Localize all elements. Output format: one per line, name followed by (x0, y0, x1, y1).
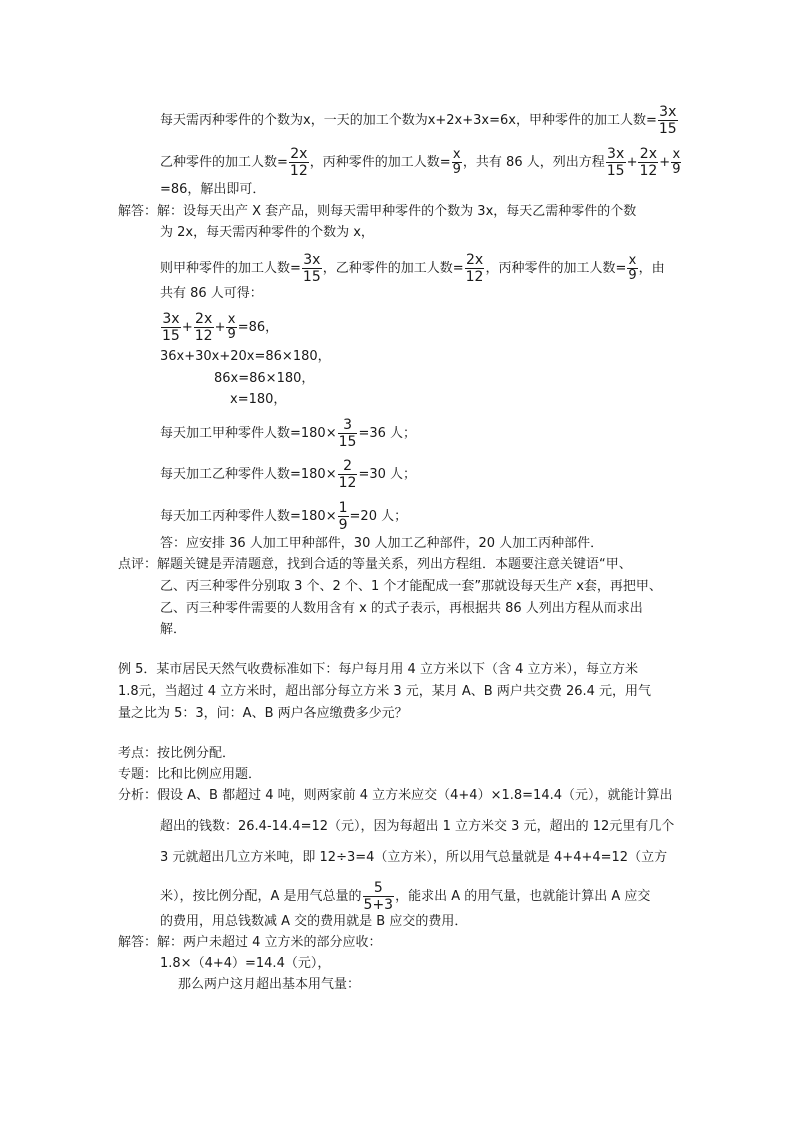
numerator: 3x (303, 252, 321, 268)
numerator: x (452, 147, 461, 162)
denominator: 15 (606, 163, 625, 179)
plus-sign: + (659, 155, 671, 170)
denominator: 9 (628, 268, 637, 283)
analysis5-line-2: 超出的钱数：26.4-14.4=12（元），因为每超出 1 立方米交 3 元，超出的 12元里有几个 (160, 819, 675, 834)
result-line-2 (160, 458, 416, 491)
comment-line-1: 点评：解题关键是弄清题意，找到合适的等量关系，列出方程组．本题要注意关键语“甲、 (118, 557, 632, 572)
analysis-line-3: =86，解出即可． (160, 182, 266, 197)
answer-line-3 (160, 252, 665, 285)
equation-line (160, 311, 278, 344)
denominator: 9 (227, 327, 236, 342)
kaodian-line: 考点：按比例分配． (118, 746, 236, 761)
analysis5-line-4 (160, 880, 650, 913)
denominator: 15 (162, 328, 180, 344)
fraction (452, 148, 462, 177)
text: 每天加工丙种零件人数=180× (160, 509, 337, 524)
final-answer: 答：应安排 36 人加工甲种部件，30 人加工乙种部件，20 人加工丙种部件． (160, 536, 604, 551)
analysis5-line-1: 分析：假设 A、B 都超过 4 吨，则两家前 4 立方米应交（4+4）×1.8=14.4（元），就能计算出 (118, 788, 673, 803)
answer-line-4: 共有 86 人可得： (160, 286, 263, 301)
text: 则甲种零件的加工人数= (160, 261, 301, 276)
text: 每天加工甲种零件人数=180× (160, 426, 337, 441)
plus-sign: + (181, 320, 193, 335)
step-3: x=180， (230, 392, 287, 407)
example5-line-1: 例 5．某市居民天然气收费标准如下：每户每月用 4 立方米以下（含 4 立方米），每立方米 (118, 662, 638, 677)
denominator: 9 (672, 162, 681, 177)
numerator: 3x (607, 146, 625, 162)
analysis-line-1 (160, 104, 679, 137)
text: 乙种零件的加工人数= (160, 155, 288, 170)
denominator: 15 (338, 434, 357, 450)
denominator: 12 (639, 163, 658, 179)
analysis-line-2 (160, 146, 682, 179)
numerator: 3 (343, 417, 352, 433)
fraction (606, 146, 626, 179)
denominator: 15 (658, 121, 677, 137)
text: ，由 (638, 261, 665, 276)
step-1: 36x+30x+20x=86×180， (160, 349, 331, 364)
result-line-1 (160, 417, 416, 450)
comment-line-2: 乙、丙三种零件分别取 3 个、2 个、1 个才能配成一套”那就设每天生产 x套，再把甲、 (160, 579, 662, 594)
text: =20 人； (349, 509, 408, 524)
answer-line-2: 为 2x，每天需丙种零件的个数为 x， (160, 225, 374, 240)
fraction (338, 417, 358, 450)
text: ，乙种零件的加工人数= (322, 261, 464, 276)
comment-line-3: 乙、丙三种零件需要的人数用含有 x 的式子表示，再根据共 86 人列出方程从而求出 (160, 601, 643, 616)
answer5-line-3: 那么两户这月超出基本用气量： (178, 977, 361, 992)
text: ，丙种零件的加工人数= (485, 261, 627, 276)
numerator: 2x (290, 146, 308, 162)
text: ，能求出 A 的用气量，也就能计算出 A 应交 (395, 889, 651, 904)
text: =36 人； (358, 426, 417, 441)
fraction (226, 313, 236, 342)
numerator: 2x (195, 311, 213, 327)
denominator: 12 (194, 328, 213, 344)
numerator: 2x (465, 252, 484, 268)
fraction (161, 311, 181, 344)
fraction (302, 252, 322, 285)
step-2: 86x=86×180， (214, 371, 315, 386)
plus-sign: + (626, 155, 638, 170)
numerator: 5 (373, 880, 383, 896)
text: =86， (237, 320, 279, 335)
denominator: 9 (338, 517, 348, 533)
fraction (289, 146, 309, 179)
numerator: 2x (639, 146, 657, 162)
example5-line-3: 量之比为 5：3，问：A、B 两户各应缴费多少元？ (118, 706, 408, 721)
denominator: 12 (338, 475, 357, 491)
text: ，共有 86 人，列出方程 (462, 155, 605, 170)
denominator: 9 (452, 162, 461, 177)
denominator: 12 (465, 269, 484, 285)
numerator: 3x (659, 104, 677, 120)
numerator: 3x (162, 311, 180, 327)
fraction-3x-15 (658, 104, 678, 137)
analysis5-line-3: 3 元就超出几立方米吨，即 12÷3=4（立方米），所以用气总量就是 4+4+4=12（立方 (160, 850, 668, 865)
text: ，丙种零件的加工人数= (309, 155, 451, 170)
fraction (194, 311, 214, 344)
answer5-line-2: 1.8×（4+4）=14.4（元）， (160, 956, 331, 971)
zhuanti-line: 专题：比和比例应用题． (118, 767, 262, 782)
numerator: 1 (338, 500, 348, 516)
fraction (465, 252, 485, 285)
analysis5-line-5: 的费用，用总钱数减 A 交的费用就是 B 应交的费用． (160, 914, 468, 929)
numerator: x (672, 147, 681, 162)
text: 每天需丙种零件的个数为x，一天的加工个数为x+2x+3x=6x，甲种零件的加工人数= (160, 113, 657, 128)
fraction (638, 146, 658, 179)
fraction (338, 500, 349, 533)
denominator: 12 (289, 163, 308, 179)
text: =30 人； (358, 467, 417, 482)
fraction (363, 880, 395, 913)
denominator: 5+3 (363, 897, 394, 913)
text: 每天加工乙种零件人数=180× (160, 467, 337, 482)
fraction (338, 458, 358, 491)
answer5-line-1: 解答：解：两户未超过 4 立方米的部分应收： (118, 935, 382, 950)
comment-line-4: 解． (160, 622, 187, 637)
numerator: 2 (343, 458, 352, 474)
plus-sign: + (214, 320, 226, 335)
text: 米），按比例分配，A 是用气总量的 (160, 889, 362, 904)
fraction (627, 254, 637, 283)
answer-line-1: 解答：解：设每天出产 X 套产品，则每天需甲种零件的个数为 3x，每天乙需种零件的个数 (118, 204, 637, 219)
result-line-3 (160, 500, 407, 533)
example5-line-2: 1.8元，当超过 4 立方米时，超出部分每立方米 3 元，某月 A、B 两户共交费 26.4 元，用气 (118, 684, 652, 699)
numerator: x (628, 253, 637, 268)
fraction (671, 148, 681, 177)
numerator: x (227, 312, 236, 327)
denominator: 15 (302, 269, 321, 285)
